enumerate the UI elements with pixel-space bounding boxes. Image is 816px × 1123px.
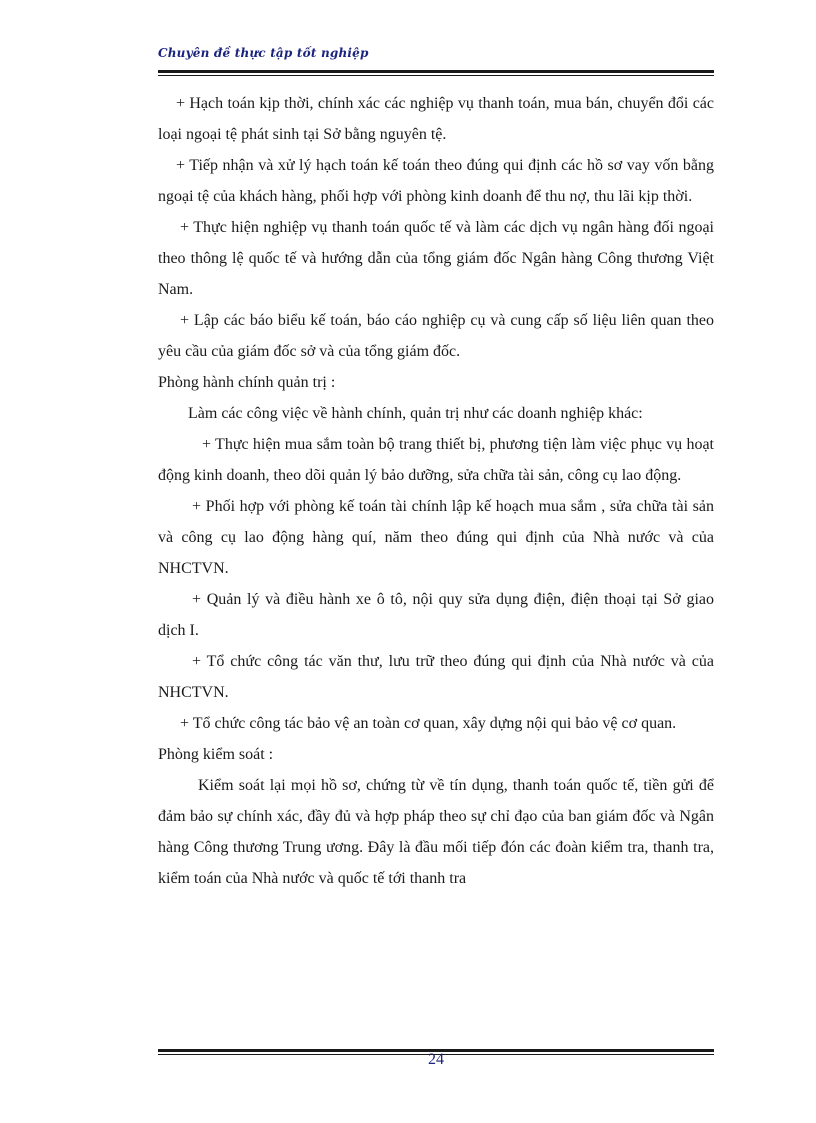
paragraph: + Thực hiện nghiệp vụ thanh toán quốc tế và làm các dịch vụ ngân hàng đối ngoại theo thông lệ quốc tế và hướng dẫn của tổng giám đốc Ngân hàng Công thương Việt Nam. <box>158 219 714 298</box>
paragraph: + Lập các báo biểu kế toán, báo cáo nghiệp cụ và cung cấp số liệu liên quan theo yêu cầu của giám đốc sở và của tổng giám đốc. <box>158 312 714 360</box>
page-number: 24 <box>428 1051 444 1068</box>
paragraph: + Tiếp nhận và xử lý hạch toán kế toán theo đúng qui định các hồ sơ vay vốn bằng ngoại tệ của khách hàng, phối hợp với phòng kinh doanh để thu nợ, thu lãi kịp thời. <box>158 157 714 205</box>
paragraph: Kiểm soát lại mọi hồ sơ, chứng từ về tín dụng, thanh toán quốc tế, tiền gửi để đảm bảo sự chính xác, đầy đủ và hợp pháp theo sự chỉ đạo của ban giám đốc và Ngân hàng Công thương Trung ương. Đây là đầu mối tiếp đón các đoàn kiểm tra, thanh tra, kiểm toán của Nhà nước và quốc tế tới thanh tra <box>158 777 714 887</box>
section-heading: Phòng kiểm soát : <box>158 746 274 763</box>
paragraph: + Hạch toán kịp thời, chính xác các nghiệp vụ thanh toán, mua bán, chuyển đổi các loại ngoại tệ phát sinh tại Sở bằng nguyên tệ. <box>158 95 714 143</box>
paragraph: + Tổ chức công tác bảo vệ an toàn cơ quan, xây dựng nội qui bảo vệ cơ quan. <box>180 715 677 732</box>
section-heading: Phòng hành chính quản trị : <box>158 374 336 391</box>
header-rule <box>158 70 714 73</box>
paragraph: + Thực hiện mua sắm toàn bộ trang thiết bị, phương tiện làm việc phục vụ hoạt động kinh doanh, theo dõi quản lý bảo dưỡng, sửa chữa tài sản, công cụ lao động. <box>158 436 714 484</box>
paragraph: + Tổ chức công tác văn thư, lưu trữ theo đúng qui định của Nhà nước và của NHCTVN. <box>158 653 714 701</box>
document-body <box>158 88 714 894</box>
running-header: Chuyên đề thực tập tốt nghiệp <box>158 46 369 60</box>
paragraph: + Quản lý và điều hành xe ô tô, nội quy sửa dụng điện, điện thoại tại Sở giao dịch I. <box>158 591 714 639</box>
header-rule-thin <box>158 75 714 76</box>
paragraph: Làm các công việc về hành chính, quản trị như các doanh nghiệp khác: <box>188 405 643 422</box>
paragraph: + Phối hợp với phòng kế toán tài chính lập kế hoạch mua sắm , sửa chữa tài sản và công cụ lao động hàng quí, năm theo đúng qui định của Nhà nước và của NHCTVN. <box>158 498 714 577</box>
